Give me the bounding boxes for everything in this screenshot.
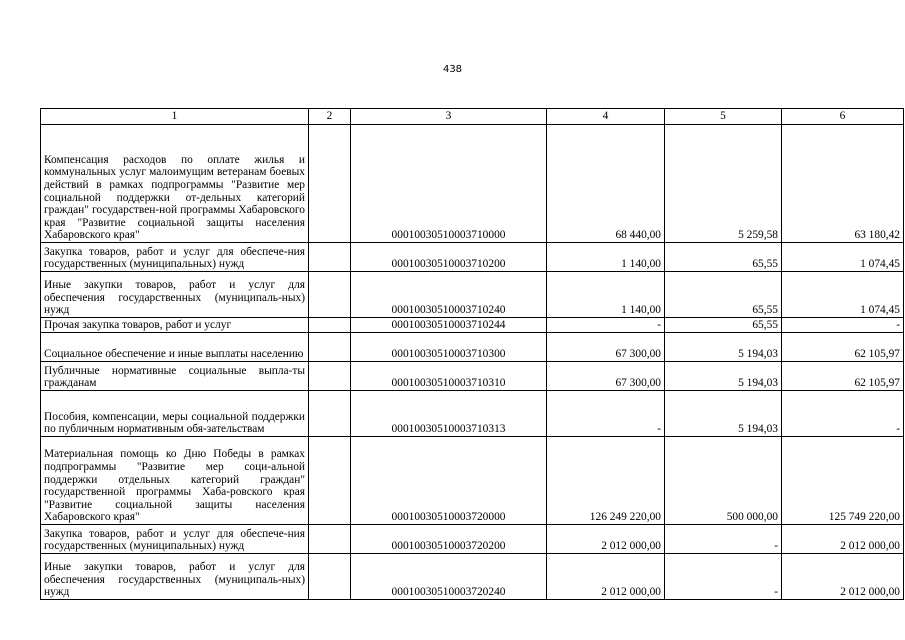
row-code: 00010030510003710300 <box>351 333 547 362</box>
row-code: 00010030510003710000 <box>351 125 547 243</box>
row-col5-value: 65,55 <box>665 243 782 272</box>
column-header: 6 <box>782 109 904 125</box>
row-col2 <box>309 243 351 272</box>
row-col2 <box>309 554 351 600</box>
row-col5-value: 65,55 <box>665 318 782 333</box>
row-col5-value: 5 194,03 <box>665 362 782 391</box>
row-col4-value: 67 300,00 <box>547 333 665 362</box>
row-col5-value: 65,55 <box>665 272 782 318</box>
row-col2 <box>309 333 351 362</box>
table-row <box>41 333 904 362</box>
row-name: Иные закупки товаров, работ и услуг для обеспечения государственных (муниципаль-ных) нужд <box>41 272 309 318</box>
row-col4-value: 1 140,00 <box>547 243 665 272</box>
row-col2 <box>309 525 351 554</box>
table-row <box>41 554 904 600</box>
row-code: 00010030510003720000 <box>351 437 547 525</box>
column-header: 4 <box>547 109 665 125</box>
table-row <box>41 272 904 318</box>
row-col4-value: 2 012 000,00 <box>547 554 665 600</box>
table-row <box>41 362 904 391</box>
column-header: 5 <box>665 109 782 125</box>
row-col4-value: 126 249 220,00 <box>547 437 665 525</box>
row-col6-value: 2 012 000,00 <box>782 554 904 600</box>
row-col4-value: 1 140,00 <box>547 272 665 318</box>
row-name: Прочая закупка товаров, работ и услуг <box>41 318 309 333</box>
row-col5-value: 500 000,00 <box>665 437 782 525</box>
row-col2 <box>309 391 351 437</box>
row-col2 <box>309 362 351 391</box>
row-col6-value: 1 074,45 <box>782 243 904 272</box>
table-row <box>41 318 904 333</box>
column-header: 1 <box>41 109 309 125</box>
row-name: Закупка товаров, работ и услуг для обеспече-ния государственных (муниципальных) нужд <box>41 525 309 554</box>
header-row <box>41 109 904 125</box>
row-col2 <box>309 437 351 525</box>
row-code: 00010030510003710200 <box>351 243 547 272</box>
row-col5-value: - <box>665 554 782 600</box>
budget-table <box>40 108 904 600</box>
row-col4-value: 67 300,00 <box>547 362 665 391</box>
row-name: Пособия, компенсации, меры социальной поддержки по публичным нормативным обя-зательствам <box>41 391 309 437</box>
row-col6-value: - <box>782 318 904 333</box>
row-code: 00010030510003710244 <box>351 318 547 333</box>
row-col6-value: 63 180,42 <box>782 125 904 243</box>
row-col4-value: 68 440,00 <box>547 125 665 243</box>
row-col5-value: 5 194,03 <box>665 391 782 437</box>
row-code: 00010030510003720200 <box>351 525 547 554</box>
column-header: 2 <box>309 109 351 125</box>
row-code: 00010030510003710240 <box>351 272 547 318</box>
row-col6-value: 62 105,97 <box>782 362 904 391</box>
row-code: 00010030510003720240 <box>351 554 547 600</box>
row-col2 <box>309 318 351 333</box>
row-code: 00010030510003710313 <box>351 391 547 437</box>
row-col4-value: - <box>547 318 665 333</box>
row-col6-value: - <box>782 391 904 437</box>
row-name: Закупка товаров, работ и услуг для обеспече-ния государственных (муниципальных) нужд <box>41 243 309 272</box>
row-col4-value: - <box>547 391 665 437</box>
row-name: Публичные нормативные социальные выпла-ты гражданам <box>41 362 309 391</box>
table-row <box>41 243 904 272</box>
row-name: Материальная помощь ко Дню Победы в рамках подпрограммы "Развитие мер соци-альной поддержки отдельных категорий граждан" государственной программы Хаба-ровского края "Развитие социальной защиты населения Хабаровского края" <box>41 437 309 525</box>
row-code: 00010030510003710310 <box>351 362 547 391</box>
row-col5-value: 5 194,03 <box>665 333 782 362</box>
row-col6-value: 62 105,97 <box>782 333 904 362</box>
row-name: Компенсация расходов по оплате жилья и коммунальных услуг малоимущим ветеранам боевых действий в рамках подпрограммы "Развитие мер социальной поддержки от-дельных категорий граждан" государствен-ной программы Хабаровского края "Развитие социальной защиты населения Хабаровского края" <box>41 125 309 243</box>
table-row <box>41 525 904 554</box>
table-row <box>41 125 904 243</box>
row-col5-value: 5 259,58 <box>665 125 782 243</box>
column-header: 3 <box>351 109 547 125</box>
row-col6-value: 2 012 000,00 <box>782 525 904 554</box>
row-col6-value: 1 074,45 <box>782 272 904 318</box>
row-name: Социальное обеспечение и иные выплаты населению <box>41 333 309 362</box>
row-col2 <box>309 125 351 243</box>
row-col6-value: 125 749 220,00 <box>782 437 904 525</box>
page-number: 438 <box>442 64 463 75</box>
row-col5-value: - <box>665 525 782 554</box>
table-row <box>41 437 904 525</box>
row-name: Иные закупки товаров, работ и услуг для обеспечения государственных (муниципаль-ных) нужд <box>41 554 309 600</box>
row-col2 <box>309 272 351 318</box>
table-row <box>41 391 904 437</box>
row-col4-value: 2 012 000,00 <box>547 525 665 554</box>
